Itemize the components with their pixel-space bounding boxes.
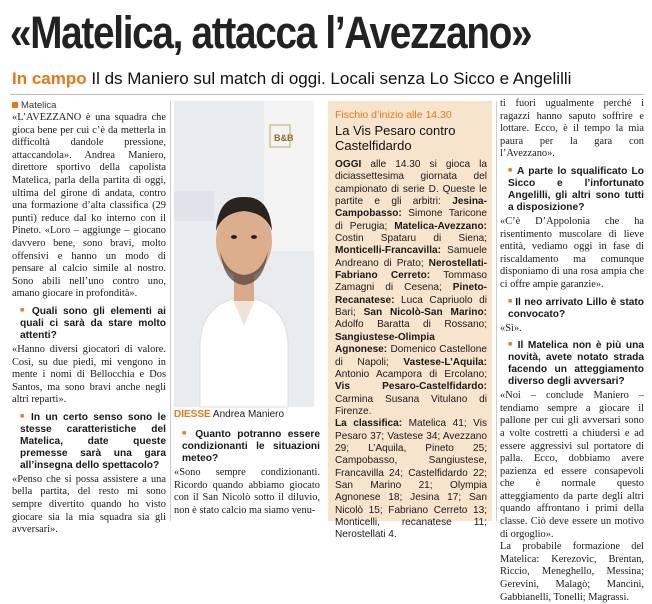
sidebar-kicker: Fischio d’inizio alle 14.30 xyxy=(335,109,452,121)
referee: Simone Taricone di Perugia; xyxy=(335,208,487,232)
match-name: San Nicolò-San Marino: xyxy=(363,307,487,319)
location-text: Matelica xyxy=(21,100,57,111)
paragraph: «Noi – conclude Maniero – tendiamo sempre a giocare il pallone per cui gli avversari sono a volte costretti a chiudersi e ad essere aggressivi sul portatore di palla. Ecco, dobbiamo avere pazienza ed essere consapevoli che è normale questo atteggiamento da parte degli altri quando affrontano i primi della classe. Ciò deve essere un motivo di orgoglio». xyxy=(500,390,644,540)
match-name: Vastese-L’Aquila: xyxy=(403,356,487,368)
question: ■ A parte lo squalificato Lo Sicco e l’infortunato Angelilli, gli altri sono tutti a disposizione? xyxy=(508,165,644,214)
referee: Domenico Castellone di Napoli; xyxy=(335,344,487,368)
referee: Antonio Acampora di Ercolano; xyxy=(335,368,487,380)
sidebar-title: La Vis Pesaro contro Castelfidardo xyxy=(335,123,456,153)
subhead-text: Il ds Maniero sul match di oggi. Locali senza Lo Sicco e Angelilli xyxy=(91,69,572,88)
match-name: Monticelli-Francavilla: xyxy=(335,245,442,257)
portrait-illustration xyxy=(174,101,314,407)
caption-name: Andrea Maniero xyxy=(212,409,285,420)
referee: Tommaso Zamagni di Cesena; xyxy=(335,270,487,294)
paragraph: «Sì». xyxy=(500,322,522,334)
photo-caption xyxy=(174,408,314,422)
match-name: Matelica-Avezzano: xyxy=(394,220,487,232)
article-column-2 xyxy=(174,424,320,534)
location-marker xyxy=(12,102,18,108)
question: ■ Quanto potranno essere condizionanti le situazioni meteo? xyxy=(182,428,320,465)
question: ■ Il neo arrivato Lillo è stato convocato? xyxy=(508,296,644,321)
header-rule xyxy=(10,94,644,95)
question: ■ Quali sono gli elementi ai quali ci sarà da stare molto attenti? xyxy=(20,305,166,342)
location-line xyxy=(12,100,166,112)
question: ■ Il Matelica non è più una novità, avete notato strada facendo un atteggiamento diverso degli avversari? xyxy=(508,339,644,388)
standings-label: La classifica: xyxy=(335,418,403,430)
paragraph: «Sono sempre condizionanti. Ricordo quando abbiamo giocato con il San Nicolò sotto il diluvio, non è stato calcio ma siamo venu- xyxy=(174,467,320,516)
paragraph: «L’AVEZZANO è una squadra che gioca bene per cui c’è da metterla in difficoltà dandole pressione, attaccandola». Andrea Maniero, direttore sportivo della capolista Matelica, parla della partita di oggi, ultima del girone di andata, contro una formazione d’alta classifica (29 punti) reduce dal ko interno con il Pineto. «Loro – aggiunge – giocano davvero bene, sono bravi, molto offensivi e hanno un modo di pensare al calcio simile al nostro. Sono abili nell’uno contro uno, amano giocare in profondità». xyxy=(12,112,166,300)
match-name: Vis Pesaro-Castelfidardo: xyxy=(335,381,487,393)
paragraph: La probabile formazione del Matelica: Kerezovic, Brentan, Riccio, Meneghello, Messina; Gerevini, Malagò; Mancini, Gabbianelli, Tonelli; Magrassi. xyxy=(500,541,644,603)
referee: Samuele Andreano di Prato; xyxy=(335,245,487,269)
paragraph: ti fuori ugualmente perché i ragazzi hanno saputo soffrire e lottare. Ecco, è il tempo la mia paura per la gara con l’Avezzano». xyxy=(500,98,644,160)
standings-text: Matelica 41; Vis Pesaro 37; Vastese 34; Avezzano 29; L’Aquila, Pineto 25; Campobasso, Sangiustese, Francavilla 24; Castelfidardo 22; San Marino 21; Olympia Agnonese 18; Jesina 17; San Nicolò 15; Fabriano Cerreto 13; Monticelli, recanatese 11; Nerostellati 4. xyxy=(335,418,488,541)
referee: Adolfo Baratta di Rossano; xyxy=(335,319,487,331)
photo-andrea-maniero xyxy=(174,101,314,407)
sidebar-box xyxy=(328,101,492,541)
headline: «Matelica, attacca l’Avezzano» xyxy=(10,7,532,58)
lead-word: OGGI xyxy=(335,159,362,170)
sponsor-text: B&B xyxy=(274,133,294,143)
question: ■ In un certo senso sono le stesse caratteristiche del Matelica, date queste premesse sarà una gara all’insegna dello spettacolo? xyxy=(20,411,166,472)
column-divider xyxy=(170,101,171,521)
match-name: Sangiustese-Olimpia Agnonese: xyxy=(335,331,435,356)
sidebar-body xyxy=(335,159,487,542)
paragraph: «C’è D’Appolonia che ha risentimento muscolare di lieve entità, vediamo oggi in fase di riscaldamento ma comunque disponiamo di una rosa ampia che ci offre ampie garanzie». xyxy=(500,215,644,290)
column-divider xyxy=(496,101,497,521)
paragraph: «Penso che si possa assistere a una bella partita, del resto mi sono sempre divertito quando ho visto giocare sia la mia squadra sia gli avversari». xyxy=(12,473,166,536)
article-column-4 xyxy=(500,98,644,603)
article-column-1 xyxy=(12,100,166,536)
caption-tag: DIESSE xyxy=(174,409,211,420)
referee: Luca Capriuolo di Bari; xyxy=(335,294,487,319)
referee: Carmina Susana Vitulano di Firenze. xyxy=(335,393,487,417)
match-name: Pineto-Recanatese: xyxy=(335,282,487,306)
match-name: Nerostellati-Fabriano Cerreto: xyxy=(335,257,487,282)
match-name: Jesina-Campobasso: xyxy=(335,196,487,220)
sidebar-intro: alle 14.30 si gioca la diciassettesima giornata del campionato di serie D. Queste le partite e gli arbitri: xyxy=(335,159,487,208)
referee: Costin Spataru di Siena; xyxy=(335,233,487,245)
subhead-kicker: In campo xyxy=(12,69,87,88)
subheadline xyxy=(12,68,644,90)
paragraph: «Hanno diversi giocatori di valore. Così, su due piedi, mi vengono in mente i nomi di Bellocchia e Dos Santos, ma sono bravi anche negli altri reparti». xyxy=(12,343,166,406)
